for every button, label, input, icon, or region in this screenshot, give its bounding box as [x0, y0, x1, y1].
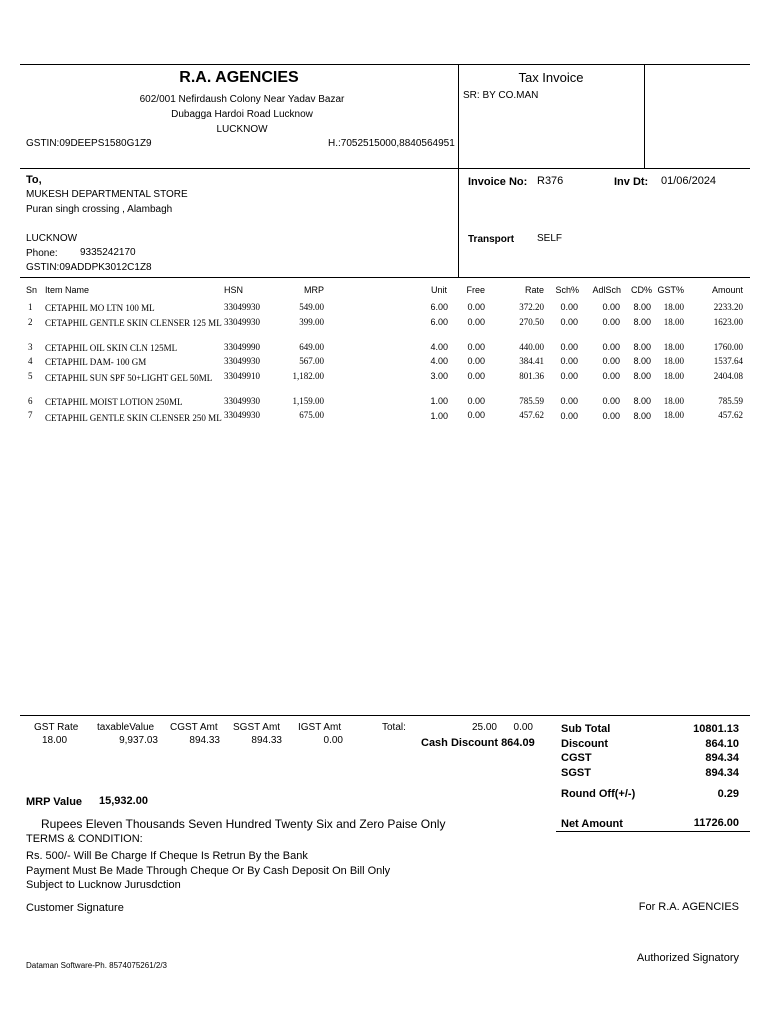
- item-sn: 7: [28, 410, 33, 420]
- item-mrp: 649.00: [299, 342, 324, 352]
- seller-address-line2: Dubagga Hardoi Road Lucknow: [171, 109, 313, 120]
- item-hsn: 33049930: [224, 302, 260, 312]
- item-unit: 4.00: [430, 342, 448, 352]
- customer-signature: Customer Signature: [26, 902, 124, 914]
- invoice-no: R376: [537, 175, 564, 187]
- col-sn: Sn: [26, 285, 38, 295]
- buyer-phone: 9335242170: [80, 247, 136, 258]
- subtotal-label: Sub Total: [561, 723, 611, 735]
- item-unit: 3.00: [430, 371, 448, 381]
- item-unit: 4.00: [430, 356, 448, 366]
- software-credit: Dataman Software-Ph. 8574075261/2/3: [26, 961, 167, 970]
- sgst-header: SGST Amt: [233, 722, 281, 733]
- igst-header: IGST Amt: [298, 722, 342, 733]
- net-amount-value: 11726.00: [693, 817, 739, 829]
- item-mrp: 675.00: [299, 410, 324, 420]
- col-cd: CD%: [630, 285, 652, 295]
- terms-title: TERMS & CONDITION:: [26, 833, 143, 845]
- item-adlsch: 0.00: [602, 411, 620, 421]
- item-amount: 1537.64: [713, 356, 743, 366]
- item-adlsch: 0.00: [602, 317, 620, 327]
- item-hsn: 33049990: [224, 342, 260, 352]
- item-amount: 1760.00: [713, 342, 743, 352]
- sgst-label: SGST: [561, 767, 591, 779]
- footer-top-border: [20, 715, 750, 716]
- taxable-header: taxableValue: [97, 722, 155, 733]
- item-cd: 8.00: [633, 317, 651, 327]
- item-cd: 8.00: [633, 302, 651, 312]
- col-hsn: HSN: [224, 285, 244, 295]
- to-label: To,: [26, 174, 42, 186]
- item-sch: 0.00: [560, 302, 578, 312]
- igst-value: 0.00: [323, 735, 343, 746]
- item-sn: 5: [28, 371, 33, 381]
- total-header: Total:: [382, 722, 406, 733]
- item-name: CETAPHIL SUN SPF 50+LIGHT GEL 50ML: [45, 373, 213, 383]
- col-item-name: Item Name: [45, 285, 90, 295]
- item-cd: 8.00: [633, 356, 651, 366]
- item-gst: 18.00: [663, 371, 684, 381]
- header-right-divider: [644, 64, 645, 168]
- cgst-value: 894.33: [189, 735, 220, 746]
- roundoff-label: Round Off(+/-): [561, 788, 636, 800]
- document-title: Tax Invoice: [518, 70, 584, 85]
- item-amount: 457.62: [718, 410, 743, 420]
- item-sn: 2: [28, 317, 33, 327]
- item-free: 0.00: [467, 317, 485, 327]
- item-sch: 0.00: [560, 396, 578, 406]
- item-cd: 8.00: [633, 411, 651, 421]
- seller-gstin: GSTIN:09DEEPS1580G1Z9: [26, 138, 152, 149]
- item-name: CETAPHIL GENTLE SKIN CLENSER 250 ML: [45, 413, 222, 423]
- for-company: For R.A. AGENCIES: [638, 901, 739, 913]
- item-name: CETAPHIL DAM- 100 GM: [45, 357, 147, 367]
- item-name: CETAPHIL MOIST LOTION 250ML: [45, 397, 183, 407]
- terms-line-1: Rs. 500/- Will Be Charge If Cheque Is Retrun By the Bank: [26, 850, 308, 862]
- col-sch: Sch%: [555, 285, 579, 295]
- item-free: 0.00: [467, 356, 485, 366]
- item-sch: 0.00: [560, 411, 578, 421]
- item-sch: 0.00: [560, 356, 578, 366]
- net-amount-border: [556, 831, 750, 832]
- item-amount: 2233.20: [713, 302, 743, 312]
- taxable-value: 9,937.03: [119, 735, 158, 746]
- item-name: CETAPHIL GENTLE SKIN CLENSER 125 ML: [45, 318, 222, 328]
- item-free: 0.00: [467, 396, 485, 406]
- buyer-name: MUKESH DEPARTMENTAL STORE: [26, 189, 188, 200]
- buyer-address: Puran singh crossing , Alambagh: [26, 204, 173, 215]
- item-sch: 0.00: [560, 317, 578, 327]
- sales-rep: SR: BY CO.MAN: [463, 90, 539, 101]
- item-sn: 6: [28, 396, 33, 406]
- item-hsn: 33049910: [224, 371, 260, 381]
- roundoff-value: 0.29: [717, 788, 739, 800]
- col-mrp: MRP: [304, 285, 324, 295]
- gst-rate-value: 18.00: [42, 735, 68, 746]
- subtotal-value: 10801.13: [693, 723, 739, 735]
- item-unit: 6.00: [430, 317, 448, 327]
- item-adlsch: 0.00: [602, 302, 620, 312]
- item-mrp: 1,159.00: [292, 396, 324, 406]
- item-unit: 1.00: [430, 396, 448, 406]
- buyer-gstin: GSTIN:09ADDPK3012C1Z8: [26, 262, 152, 273]
- mrp-value: 15,932.00: [99, 795, 148, 807]
- invoice-date: 01/06/2024: [661, 175, 717, 187]
- item-sn: 4: [28, 356, 33, 366]
- invoice-no-label: Invoice No:: [468, 176, 528, 188]
- total-qty: 25.00: [471, 722, 497, 733]
- buyer-phone-label: Phone:: [26, 248, 58, 259]
- item-hsn: 33049930: [224, 410, 260, 420]
- col-unit: Unit: [430, 285, 447, 295]
- item-amount: 785.59: [718, 396, 743, 406]
- item-gst: 18.00: [663, 356, 684, 366]
- seller-phone: H.:7052515000,8840564951: [328, 138, 455, 149]
- authorized-signatory: Authorized Signatory: [636, 952, 739, 964]
- terms-line-2: Payment Must Be Made Through Cheque Or By Cash Deposit On Bill Only: [26, 865, 391, 877]
- discount-value: 864.10: [705, 738, 739, 750]
- item-rate: 270.50: [519, 317, 544, 327]
- seller-city: LUCKNOW: [216, 124, 268, 135]
- col-rate: Rate: [524, 285, 544, 295]
- cgst-label: CGST: [561, 752, 592, 764]
- item-rate: 785.59: [519, 396, 544, 406]
- amount-in-words: Rupees Eleven Thousands Seven Hundred Twenty Six and Zero Paise Only: [41, 817, 446, 831]
- header-bottom-border: [20, 168, 750, 169]
- item-adlsch: 0.00: [602, 371, 620, 381]
- total-free: 0.00: [513, 722, 533, 733]
- item-rate: 384.41: [519, 356, 544, 366]
- item-mrp: 399.00: [299, 317, 324, 327]
- item-amount: 2404.08: [713, 371, 743, 381]
- buyer-city: LUCKNOW: [26, 233, 78, 244]
- item-cd: 8.00: [633, 342, 651, 352]
- transport-label: Transport: [468, 234, 515, 245]
- item-unit: 6.00: [430, 302, 448, 312]
- item-gst: 18.00: [663, 342, 684, 352]
- item-mrp: 549.00: [299, 302, 324, 312]
- col-free: Free: [466, 285, 485, 295]
- cash-discount: Cash Discount 864.09: [421, 737, 535, 749]
- item-unit: 1.00: [430, 411, 448, 421]
- net-amount-label: Net Amount: [561, 818, 623, 830]
- item-hsn: 33049930: [224, 396, 260, 406]
- gst-rate-header: GST Rate: [34, 722, 79, 733]
- transport-value: SELF: [537, 233, 563, 244]
- terms-line-3: Subject to Lucknow Jurusdction: [26, 879, 181, 891]
- item-gst: 18.00: [663, 410, 684, 420]
- item-free: 0.00: [467, 410, 485, 420]
- item-adlsch: 0.00: [602, 342, 620, 352]
- item-cd: 8.00: [633, 396, 651, 406]
- item-free: 0.00: [467, 342, 485, 352]
- item-free: 0.00: [467, 302, 485, 312]
- item-rate: 457.62: [519, 410, 544, 420]
- item-amount: 1623.00: [713, 317, 743, 327]
- sgst-total: 894.34: [705, 767, 739, 779]
- cgst-total: 894.34: [705, 752, 739, 764]
- seller-name: R.A. AGENCIES: [179, 69, 299, 86]
- item-hsn: 33049930: [224, 317, 260, 327]
- item-free: 0.00: [467, 371, 485, 381]
- item-adlsch: 0.00: [602, 396, 620, 406]
- item-adlsch: 0.00: [602, 356, 620, 366]
- col-amount: Amount: [711, 285, 743, 295]
- item-gst: 18.00: [663, 317, 684, 327]
- seller-address-line1: 602/001 Nefirdaush Colony Near Yadav Bazar: [139, 94, 345, 105]
- item-rate: 440.00: [519, 342, 544, 352]
- buyer-bottom-border: [20, 277, 750, 278]
- item-mrp: 567.00: [299, 356, 324, 366]
- item-sch: 0.00: [560, 342, 578, 352]
- discount-label: Discount: [561, 738, 609, 750]
- invoice-date-label: Inv Dt:: [614, 176, 649, 188]
- item-rate: 801.36: [519, 371, 544, 381]
- col-adlsch: AdlSch: [592, 285, 621, 295]
- item-sch: 0.00: [560, 371, 578, 381]
- item-mrp: 1,182.00: [292, 371, 324, 381]
- item-sn: 1: [28, 302, 33, 312]
- item-sn: 3: [28, 342, 33, 352]
- sgst-value: 894.33: [251, 735, 282, 746]
- top-border: [20, 64, 750, 65]
- item-gst: 18.00: [663, 396, 684, 406]
- item-name: CETAPHIL MO LTN 100 ML: [45, 303, 155, 313]
- item-cd: 8.00: [633, 371, 651, 381]
- col-gst: GST%: [657, 285, 684, 295]
- item-rate: 372.20: [519, 302, 544, 312]
- item-name: CETAPHIL OIL SKIN CLN 125ML: [45, 343, 178, 353]
- item-hsn: 33049930: [224, 356, 260, 366]
- cgst-header: CGST Amt: [170, 722, 218, 733]
- mrp-value-label: MRP Value: [26, 796, 83, 808]
- item-gst: 18.00: [663, 302, 684, 312]
